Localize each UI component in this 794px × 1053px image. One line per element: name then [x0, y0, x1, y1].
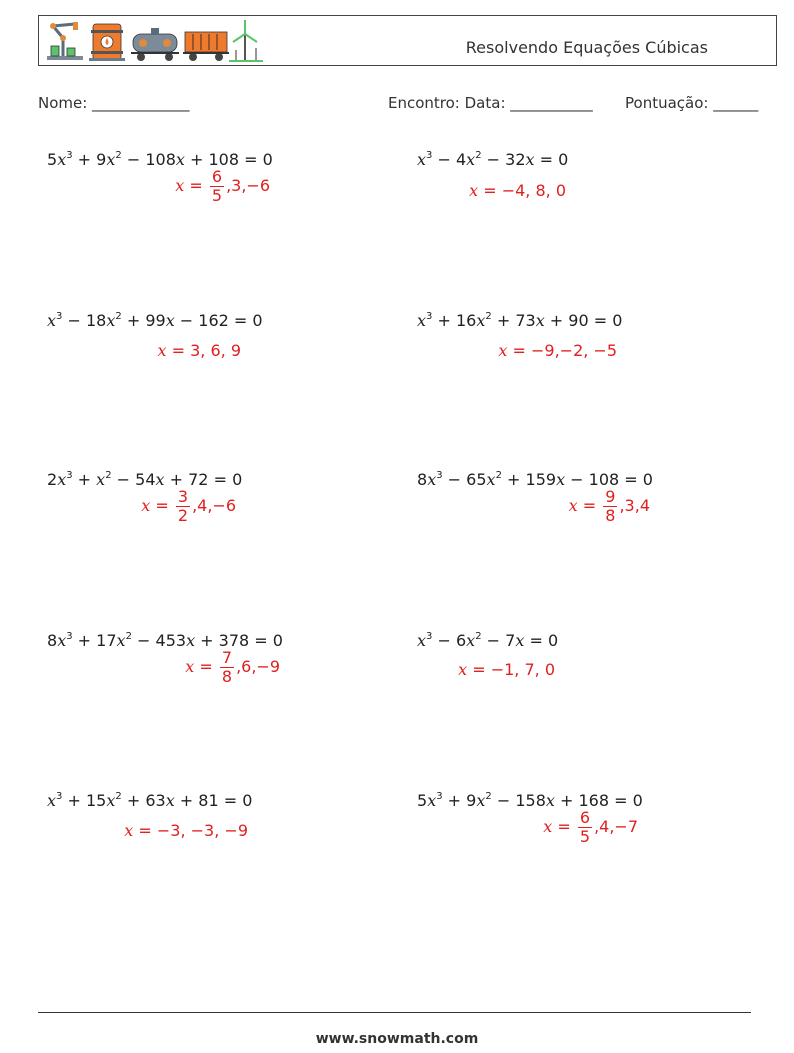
- rhs-value: 0: [547, 631, 559, 650]
- answer-equals: =: [184, 176, 208, 195]
- operator: −: [481, 631, 506, 650]
- fraction-numerator: 7: [221, 648, 233, 667]
- equals-sign: =: [218, 791, 243, 810]
- variable: x: [106, 150, 116, 169]
- equals-sign: =: [588, 311, 613, 330]
- operator: +: [121, 791, 146, 810]
- answer: [355, 662, 555, 678]
- operator: −: [565, 470, 589, 489]
- operator: +: [195, 631, 219, 650]
- coefficient: 72: [188, 470, 209, 489]
- equals-sign: =: [534, 150, 559, 169]
- coefficient: 162: [198, 311, 229, 330]
- operator: +: [121, 311, 146, 330]
- fraction-numerator: 9: [605, 487, 616, 506]
- coefficient: 6: [455, 631, 467, 650]
- fraction-denominator: 2: [177, 506, 189, 525]
- variable: x: [466, 631, 476, 650]
- coefficient: 108: [208, 150, 240, 169]
- variable: x: [57, 470, 67, 489]
- answer-fraction: [176, 488, 190, 525]
- fraction-numerator: 6: [211, 167, 223, 186]
- coefficient: 73: [515, 311, 536, 330]
- variable: x: [165, 311, 175, 330]
- answer-roots: ,4,−7: [594, 817, 638, 836]
- fraction-denominator: 8: [221, 667, 233, 686]
- variable: x: [57, 150, 67, 169]
- variable: x: [476, 311, 486, 330]
- variable: x: [186, 631, 196, 650]
- exponent: 2: [485, 311, 492, 322]
- fraction-denominator: 8: [605, 506, 616, 525]
- header-box: [38, 15, 777, 66]
- answer-equals: =: [467, 660, 491, 679]
- answer-roots: −4, 8, 0: [501, 181, 566, 200]
- score-field-label: Pontuação: ______: [625, 94, 759, 112]
- answer-equals: =: [150, 496, 174, 515]
- exponent: 3: [56, 791, 63, 802]
- rhs-value: 0: [272, 631, 283, 650]
- exponent: 2: [485, 791, 492, 802]
- oil-barrel-icon: [89, 24, 125, 61]
- operator: −: [481, 150, 506, 169]
- equation: [47, 472, 242, 488]
- answer-equals: =: [552, 817, 576, 836]
- operator: −: [121, 150, 146, 169]
- answer-equals: =: [133, 821, 157, 840]
- variable: x: [545, 791, 555, 810]
- answer-roots: ,3,4: [619, 496, 650, 515]
- equation: [417, 633, 558, 649]
- exponent: 2: [475, 631, 482, 642]
- answer: [70, 168, 270, 205]
- operator: +: [72, 631, 97, 650]
- variable: x: [47, 311, 57, 330]
- coefficient: 378: [218, 631, 250, 650]
- operator: +: [544, 311, 569, 330]
- robot-arm-icon: [47, 22, 83, 60]
- variable: x: [417, 150, 427, 169]
- coefficient: 4: [455, 150, 467, 169]
- header-icons: [45, 20, 265, 64]
- variable: x: [535, 311, 545, 330]
- coefficient: 108: [588, 470, 620, 489]
- operator: +: [72, 150, 97, 169]
- equation: [47, 793, 252, 809]
- variable: x: [96, 470, 106, 489]
- equals-sign: =: [239, 150, 263, 169]
- coefficient: 90: [568, 311, 589, 330]
- answer: [417, 343, 617, 359]
- exponent: 3: [426, 150, 433, 161]
- exponent: 3: [426, 631, 433, 642]
- coefficient: 168: [578, 791, 610, 810]
- operator: +: [174, 791, 199, 810]
- variable: x: [175, 150, 185, 169]
- exponent: 3: [66, 150, 73, 161]
- variable: x: [466, 150, 476, 169]
- answer-fraction: [210, 168, 224, 205]
- footer-url: www.snowmath.com: [315, 1031, 479, 1047]
- answer-variable: x: [141, 496, 151, 515]
- answer-equals: =: [577, 496, 602, 515]
- answer-equals: =: [166, 341, 191, 360]
- answer-fraction: [603, 488, 617, 525]
- variable: x: [417, 311, 427, 330]
- answer-fraction: [578, 809, 592, 846]
- tank-wagon-icon: [131, 28, 179, 61]
- coefficient: 2: [47, 470, 58, 489]
- variable: x: [486, 470, 496, 489]
- answer-roots: −3, −3, −9: [156, 821, 248, 840]
- answer-variable: x: [458, 660, 468, 679]
- date-field-label: Encontro: Data: ___________: [388, 94, 593, 112]
- footer-divider: [38, 1012, 751, 1013]
- coefficient: 7: [505, 631, 516, 650]
- coefficient: 15: [85, 791, 107, 810]
- coefficient: 81: [198, 791, 219, 810]
- operator: −: [174, 311, 199, 330]
- variable: x: [57, 631, 67, 650]
- coefficient: 453: [155, 631, 187, 650]
- rhs-value: 0: [632, 791, 643, 810]
- fraction-denominator: 5: [211, 186, 223, 205]
- freight-wagon-icon: [183, 32, 229, 61]
- operator: −: [432, 150, 456, 169]
- answer-equals: =: [478, 181, 502, 200]
- variable: x: [47, 791, 57, 810]
- equals-sign: =: [249, 631, 273, 650]
- operator: −: [442, 470, 467, 489]
- answer-roots: 3, 6, 9: [190, 341, 241, 360]
- exponent: 2: [115, 791, 122, 802]
- variable: x: [165, 791, 175, 810]
- rhs-value: 0: [262, 150, 273, 169]
- answer: [36, 488, 236, 525]
- variable: x: [556, 470, 566, 489]
- operator: +: [501, 470, 526, 489]
- equals-sign: =: [619, 470, 643, 489]
- operator: −: [491, 791, 516, 810]
- equals-sign: =: [609, 791, 633, 810]
- variable: x: [427, 470, 437, 489]
- exponent: 3: [66, 631, 73, 642]
- answer-equals: =: [194, 657, 218, 676]
- fraction-denominator: 5: [579, 827, 591, 846]
- exponent: 3: [426, 311, 433, 322]
- rhs-value: 0: [612, 311, 623, 330]
- coefficient: 17: [96, 631, 117, 650]
- variable: x: [106, 311, 116, 330]
- answer-fraction: [220, 649, 234, 686]
- equation: [417, 313, 622, 329]
- coefficient: 99: [145, 311, 166, 330]
- coefficient: 158: [515, 791, 546, 810]
- exponent: 3: [56, 311, 63, 322]
- operator: −: [131, 631, 156, 650]
- equals-sign: =: [524, 631, 548, 650]
- equals-sign: =: [208, 470, 233, 489]
- operator: −: [111, 470, 136, 489]
- answer-roots: ,4,−6: [192, 496, 236, 515]
- variable: x: [515, 631, 525, 650]
- answer-variable: x: [543, 817, 553, 836]
- rhs-value: 0: [558, 150, 569, 169]
- coefficient: 32: [505, 150, 526, 169]
- operator: +: [62, 791, 86, 810]
- variable: x: [525, 150, 535, 169]
- operator: +: [442, 791, 467, 810]
- answer: [366, 183, 566, 199]
- exponent: 2: [115, 150, 122, 161]
- answer-roots: −9,−2, −5: [530, 341, 617, 360]
- answer: [438, 809, 638, 846]
- coefficient: 54: [135, 470, 156, 489]
- answer: [80, 649, 280, 686]
- equation: [47, 313, 263, 329]
- exponent: 2: [115, 311, 122, 322]
- answer-variable: x: [568, 496, 578, 515]
- operator: +: [554, 791, 579, 810]
- variable: x: [155, 470, 165, 489]
- fraction-numerator: 6: [579, 808, 591, 827]
- exponent: 2: [495, 470, 502, 481]
- sheet-title: Resolvendo Equações Cúbicas: [465, 38, 708, 57]
- answer-roots: ,3,−6: [226, 176, 270, 195]
- rhs-value: 0: [232, 470, 243, 489]
- coefficient: 9: [96, 150, 107, 169]
- equation: [47, 152, 273, 168]
- answer-equals: =: [507, 341, 531, 360]
- rhs-value: 0: [252, 311, 263, 330]
- variable: x: [427, 791, 437, 810]
- rhs-value: 0: [642, 470, 653, 489]
- operator: +: [72, 470, 97, 489]
- coefficient: 8: [47, 631, 58, 650]
- operator: +: [432, 311, 456, 330]
- variable: x: [106, 791, 116, 810]
- exponent: 2: [105, 470, 112, 481]
- coefficient: 18: [85, 311, 107, 330]
- answer-roots: ,6,−9: [236, 657, 280, 676]
- equation: [417, 472, 653, 488]
- answer-variable: x: [175, 176, 185, 195]
- coefficient: 108: [145, 150, 176, 169]
- operator: +: [491, 311, 516, 330]
- answer: [48, 823, 248, 839]
- exponent: 3: [66, 470, 73, 481]
- answer-variable: x: [498, 341, 508, 360]
- coefficient: 8: [417, 470, 428, 489]
- name-field-label: Nome: _____________: [38, 94, 190, 112]
- equation: [417, 793, 643, 809]
- coefficient: 63: [145, 791, 166, 810]
- variable: x: [417, 631, 427, 650]
- answer: [41, 343, 241, 359]
- wind-turbine-icon: [229, 20, 263, 62]
- exponent: 2: [475, 150, 482, 161]
- variable: x: [116, 631, 126, 650]
- operator: −: [432, 631, 456, 650]
- rhs-value: 0: [242, 791, 253, 810]
- fraction-numerator: 3: [177, 487, 189, 506]
- equation: [417, 152, 568, 168]
- answer-variable: x: [157, 341, 167, 360]
- operator: −: [62, 311, 86, 330]
- exponent: 3: [436, 791, 443, 802]
- equals-sign: =: [228, 311, 253, 330]
- exponent: 2: [125, 631, 132, 642]
- answer-variable: x: [469, 181, 479, 200]
- coefficient: 159: [525, 470, 557, 489]
- answer-variable: x: [185, 657, 195, 676]
- coefficient: 9: [466, 791, 477, 810]
- answer-roots: −1, 7, 0: [490, 660, 555, 679]
- answer-variable: x: [124, 821, 134, 840]
- operator: +: [164, 470, 189, 489]
- answer: [450, 488, 650, 525]
- operator: +: [184, 150, 209, 169]
- variable: x: [476, 791, 486, 810]
- coefficient: 5: [47, 150, 58, 169]
- equation: [47, 633, 283, 649]
- coefficient: 16: [455, 311, 477, 330]
- coefficient: 65: [466, 470, 487, 489]
- exponent: 3: [436, 470, 443, 481]
- coefficient: 5: [417, 791, 428, 810]
